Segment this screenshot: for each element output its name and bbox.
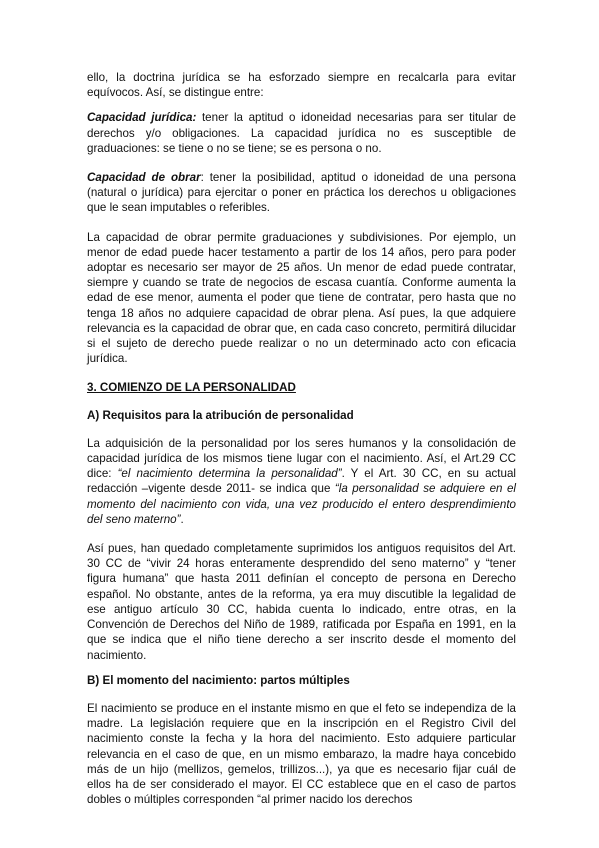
definition-capacidad-obrar: : tener la posibilidad, aptitud o idoneidad de una persona (natural o jurídica) para ejercitar o poner en práctica los derechos u obligaciones que le sean imputables o referibles. — [87, 171, 516, 215]
subsection-title-a: A) Requisitos para la atribución de personalidad — [87, 408, 354, 422]
subsection-title-b: B) El momento del nacimiento: partos múltiples — [87, 673, 350, 687]
section-title: 3. COMIENZO DE LA PERSONALIDAD — [87, 381, 296, 395]
term-capacidad-juridica: Capacidad jurídica: — [87, 111, 197, 125]
paragraph-nacimiento: El nacimiento se produce en el instante mismo en que el feto se independiza de la madre. La legislación requiere que en la inscripción en el Registro Civil del nacimiento conste la fecha y la hora del nacimiento. Esto adquiere particular relevancia en el caso de que, en un mismo embarazo, la madre haya concebido más de un hijo (mellizos, gemelos, trillizos...), ya que es necesario fijar cuál de ellos ha de ser considerado el mayor. El CC establece que en el caso de partos dobles o múltiples corresponden “al primer nacido los derechos — [87, 701, 516, 807]
quote-art29: “el nacimiento determina la personalidad” — [117, 467, 342, 481]
paragraph-requisitos-suprimidos: Así pues, han quedado completamente suprimidos los antiguos requisitos del Art. 30 CC de “vivir 24 horas enteramente desprendido del seno materno” y “tener figura humana” que hasta 2011 definían el concepto de persona en Derecho español. No obstante, antes de la reforma, ya era muy discutible la legalidad de ese antiguo artículo 30 CC, habida cuenta lo indicado, entre otras, en la Convención de Derechos del Niño de 1989, ratificada por España en 1991, en la que se indica que el niño tiene derecho a ser inscrito desde el momento del nacimiento. — [87, 542, 516, 662]
paragraph-intro: ello, la doctrina jurídica se ha esforzado siempre en recalcarla para evitar equívocos. Así, se distingue entre: — [87, 71, 516, 100]
paragraph-graduaciones: La capacidad de obrar permite graduaciones y subdivisiones. Por ejemplo, un menor de edad puede hacer testamento a partir de los 14 años, pero para poder adoptar es necesario ser mayor de 25 años. Un menor de edad puede contratar, siempre y cuando se trate de negocios de escasa cuantía. Conforme aumenta la edad de ese menor, aumenta el poder que tiene de contratar, pero hasta que no tenga 18 años no adquiere capacidad de obrar plena. Así pues, la que adquiere relevancia es la capacidad de obrar que, en cada caso concreto, permitirá dilucidar si el sujeto de derecho puede realizar o no un determinado acto con eficacia jurídica. — [87, 230, 516, 366]
paragraph-adquisicion — [87, 436, 516, 527]
paragraph-capacidad-obrar — [87, 170, 516, 216]
text-segment: . — [180, 512, 184, 526]
page-content — [87, 70, 516, 821]
paragraph-capacidad-juridica — [87, 110, 516, 156]
definition-capacidad-juridica: tener la aptitud o idoneidad necesarias para ser titular de derechos y/o obligaciones. La capacidad jurídica no es susceptible de graduaciones: se tiene o no se tiene; se es persona o no. — [87, 111, 517, 155]
text-segment: . Y el Art. 30 CC, en su actual redacción –vigente desde 2011- se indica que — [87, 467, 517, 496]
text-segment: La adquisición de la personalidad por los seres humanos y la consolidación de capacidad jurídica de los mismos tiene lugar con el nacimiento. Así, el Art.29 CC dice: — [87, 436, 516, 481]
quote-art30: “la personalidad se adquiere en el momento del nacimiento con vida, una vez producido el entero desprendimiento del seno materno” — [87, 482, 516, 526]
term-capacidad-obrar: Capacidad de obrar — [87, 171, 201, 185]
